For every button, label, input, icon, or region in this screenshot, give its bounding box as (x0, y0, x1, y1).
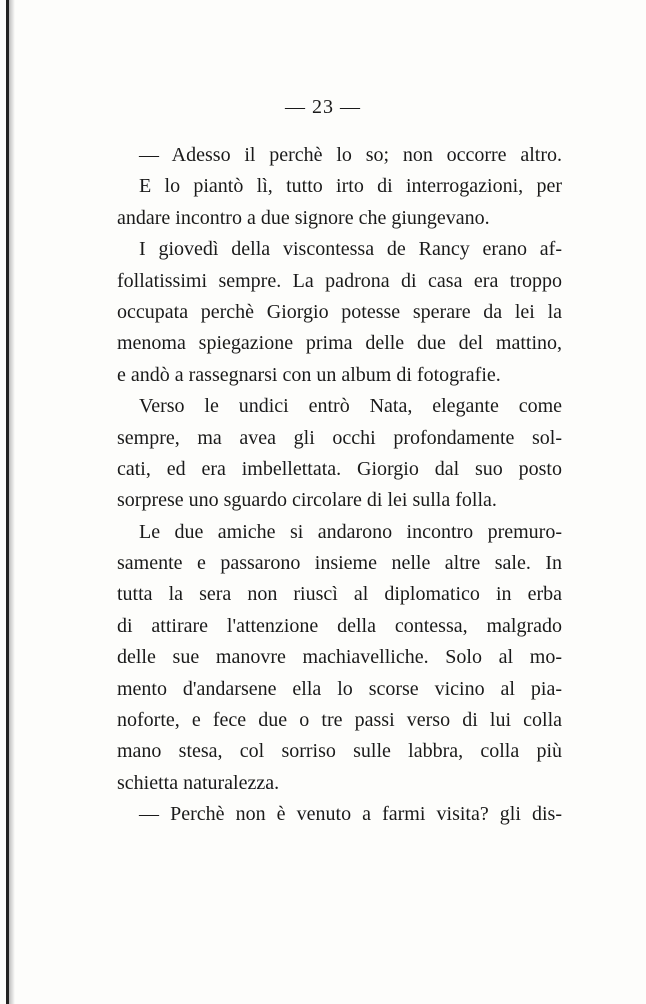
text-line: schietta naturalezza. (117, 771, 280, 794)
text-line: cati, ed era imbellettata. Giorgio dal suo posto (117, 457, 562, 480)
text-line: I giovedì della viscontessa de Rancy erano af- (139, 238, 562, 261)
text-line: follatissimi sempre. La padrona di casa era troppo (117, 269, 562, 292)
text-line: E lo piantò lì, tutto irto di interrogazioni, per (139, 175, 562, 198)
text-line: tutta la sera non riuscì al diplomatico in erba (117, 583, 562, 606)
text-line: noforte, e fece due o tre passi verso di lui colla (117, 709, 562, 732)
text-line: di attirare l'attenzione della contessa, malgrado (117, 614, 562, 637)
text-line: mano stesa, col sorriso sulle labbra, colla più (117, 740, 562, 763)
text-line: — Adesso il perchè lo so; non occorre altro. (139, 144, 562, 166)
text-line: Le due amiche si andarono incontro premuro- (139, 520, 562, 543)
page-number: — 23 — (285, 96, 361, 118)
text-line: occupata perchè Giorgio potesse sperare da lei la (117, 300, 562, 323)
text-line: — Perchè non è venuto a farmi visita? gli dis- (139, 803, 562, 826)
body-text (117, 140, 562, 831)
text-line: mento d'andarsene ella lo scorse vicino al pia- (117, 677, 562, 700)
text-line: delle sue manovre machiavelliche. Solo al mo- (117, 646, 562, 669)
text-line: samente e passarono insieme nelle altre sale. In (117, 552, 562, 575)
text-line: andare incontro a due signore che giungevano. (117, 206, 490, 229)
text-line: sempre, ma avea gli occhi profondamente sol- (117, 426, 562, 449)
text-line: Verso le undici entrò Nata, elegante come (139, 395, 562, 418)
text-line: sorprese uno sguardo circolare di lei sulla folla. (117, 489, 497, 512)
text-line: menoma spiegazione prima delle due del mattino, (117, 332, 562, 355)
spine-shadow (9, 0, 15, 1004)
text-line: e andò a rassegnarsi con un album di fotografie. (117, 363, 501, 386)
